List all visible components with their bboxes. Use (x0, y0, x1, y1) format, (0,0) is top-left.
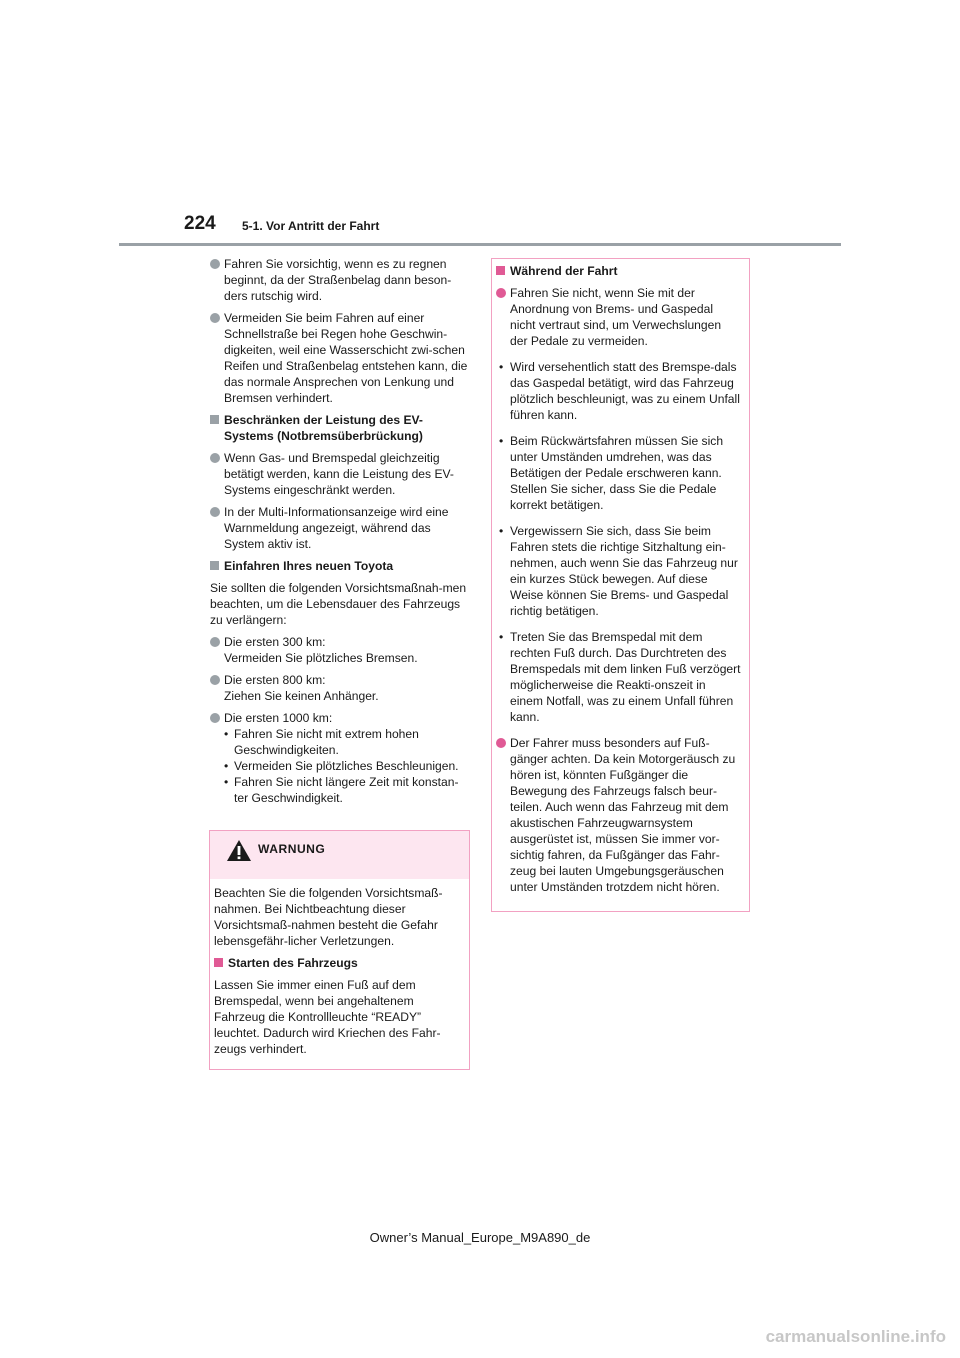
sub-bullet (496, 523, 741, 619)
bullet-text: In der Multi-Informationsanzeige wird eine Warnmeldung angezeigt, während das System aktiv ist. (224, 505, 449, 551)
bullet-item (210, 450, 472, 498)
gray-dot-icon (210, 507, 220, 517)
sub-bullet-text: Fahren Sie nicht mit extrem hohen Geschwindigkeiten. (234, 727, 419, 757)
bullet-item (210, 256, 472, 304)
heading-text: Beschränken der Leistung des EV-Systems (Notbremsüberbrückung) (224, 413, 423, 443)
heading-text: Einfahren Ihres neuen Toyota (224, 559, 394, 573)
bullet-text: Fahren Sie vorsichtig, wenn es zu regnen beginnt, da der Straßenbelag dann beson-ders rutschig wird. (224, 257, 452, 303)
bullet-item (496, 735, 741, 895)
sub-bullet-text: Fahren Sie nicht längere Zeit mit konstan-ter Geschwindigkeit. (234, 775, 459, 805)
heading-text: Starten des Fahrzeugs (228, 956, 358, 970)
left-column (210, 256, 472, 812)
warning-intro: Beachten Sie die folgenden Vorsichtsmaß-nahmen. Bei Nichtbeachtung dieser Vorsichtsmaß-nahmen besteht die Gefahr lebensgefähr-licher Verletzungen. (214, 886, 443, 948)
sub-bullet (224, 774, 472, 806)
sub-bullet-text: Vergewissern Sie sich, dass Sie beim Fahren stets die richtige Sitzhaltung ein-nehmen, auch wenn Sie das Fahrzeug nur ein kurzes Stück bewegen. Auf diese Weise können Sie Brems- und Gaspedal richtig betätigen. (510, 524, 738, 618)
gray-square-icon (210, 415, 219, 424)
sub-bullet-mark: • (499, 434, 504, 448)
sub-bullet-mark: • (499, 630, 504, 644)
warning-text: Lassen Sie immer einen Fuß auf dem Bremspedal, wenn bei angehaltenem Fahrzeug die Kontrollleuchte “READY” leuchtet. Dadurch wird Kriechen des Fahr-zeugs verhindert. (214, 978, 441, 1056)
gray-dot-icon (210, 675, 220, 685)
sub-bullet-text: Vermeiden Sie plötzliches Beschleunigen. (234, 759, 459, 773)
gray-dot-icon (210, 313, 220, 323)
subsection-heading (210, 412, 472, 444)
bullet-text: Die ersten 1000 km: (224, 711, 333, 725)
pink-square-icon (496, 266, 505, 275)
footer-text: Owner’s Manual_Europe_M9A890_de (369, 1230, 591, 1245)
sub-bullet-mark: • (224, 759, 229, 773)
gray-dot-icon (210, 453, 220, 463)
warning-heading (214, 955, 461, 971)
paragraph: Sie sollten die folgenden Vorsichtsmaßnah-men beachten, um die Lebensdauer des Fahrzeugs zu verlängern: (210, 581, 467, 627)
sub-bullet (496, 433, 741, 513)
bullet-item (210, 672, 472, 704)
sub-bullet-mark: • (499, 360, 504, 374)
subsection-heading (496, 263, 741, 279)
right-caution-box (491, 258, 750, 912)
gray-dot-icon (210, 259, 220, 269)
bullet-text: Die ersten 300 km: (224, 635, 326, 649)
bullet-text: Vermeiden Sie plötzliches Bremsen. (224, 651, 418, 665)
sub-bullet-mark: • (224, 727, 229, 741)
warning-triangle-icon (226, 839, 252, 862)
pink-dot-icon (496, 288, 506, 298)
bullet-item (496, 285, 741, 349)
bullet-text: Der Fahrer muss besonders auf Fuß-gänger achten. Da kein Motorgeräusch zu hören ist, könnten Fußgänger die Bewegung des Fahrzeugs falsch beur-teilen. Auch wenn das Fahrzeug mit dem akustischen Fahrzeugwarnsystem ausgerüstet ist, müssen Sie immer vor-sichtig fahren, da Fußgänger das Fahr-zeug bei lauten Umgebungsgeräuschen unter Umständen trotzdem nicht hören. (510, 736, 736, 894)
bullet-item (210, 310, 472, 406)
header-rule (119, 243, 841, 246)
gray-dot-icon (210, 637, 220, 647)
bullet-item (210, 634, 472, 666)
sub-bullet-mark: • (224, 775, 229, 789)
sub-bullet-text: Wird versehentlich statt des Bremspe-dals das Gaspedal betätigt, wird das Fahrzeug plötzlich beschleunigt, was zu einem Unfall führen kann. (510, 360, 740, 422)
pink-square-icon (214, 958, 223, 967)
gray-square-icon (210, 561, 219, 570)
sub-bullet-mark: • (499, 524, 504, 538)
sub-bullet-text: Beim Rückwärtsfahren müssen Sie sich unter Umständen umdrehen, was das Betätigen der Pedale erschweren kann. Stellen Sie sicher, dass Sie die Pedale korrekt betätigen. (510, 434, 724, 512)
sub-bullet-text: Treten Sie das Bremspedal mit dem rechten Fuß durch. Das Durchtreten des Bremspedals mit dem linken Fuß verzögert möglicherweise die Reakti-onszeit in einem Notfall, was zu einem Unfall führen kann. (510, 630, 741, 724)
bullet-text: Die ersten 800 km: (224, 673, 326, 687)
sub-bullet (496, 629, 741, 725)
warning-box (209, 830, 470, 1070)
section-title: 5-1. Vor Antritt der Fahrt (242, 219, 380, 233)
bullet-text: Vermeiden Sie beim Fahren auf einer Schnellstraße bei Regen hohe Geschwin-digkeiten, weil eine Wasserschicht zwi-schen Reifen und Straßenbelag entstehen kann, die das normale Ansprechen von Lenkung und Bremsen verhindert. (224, 311, 468, 405)
subsection-heading (210, 558, 472, 574)
pink-dot-icon (496, 738, 506, 748)
heading-text: Während der Fahrt (510, 264, 618, 278)
page-number: 224 (184, 213, 216, 234)
gray-dot-icon (210, 713, 220, 723)
sub-bullet (224, 726, 472, 758)
bullet-text: Fahren Sie nicht, wenn Sie mit der Anordnung von Brems- und Gaspedal nicht vertraut sind, um Verwechslungen der Pedale zu vermeiden. (510, 286, 722, 348)
warning-header (210, 831, 469, 879)
sub-bullet (224, 758, 472, 774)
bullet-text: Wenn Gas- und Bremspedal gleichzeitig betätigt werden, kann die Leistung des EV-Systems eingeschränkt werden. (224, 451, 454, 497)
bullet-text: Ziehen Sie keinen Anhänger. (224, 689, 379, 703)
bullet-item (210, 504, 472, 552)
warning-body (210, 879, 469, 1069)
watermark: carmanualsonline.info (765, 1327, 946, 1346)
warning-label: WARNUNG (258, 842, 326, 856)
sub-bullet (496, 359, 741, 423)
bullet-item (210, 710, 472, 806)
